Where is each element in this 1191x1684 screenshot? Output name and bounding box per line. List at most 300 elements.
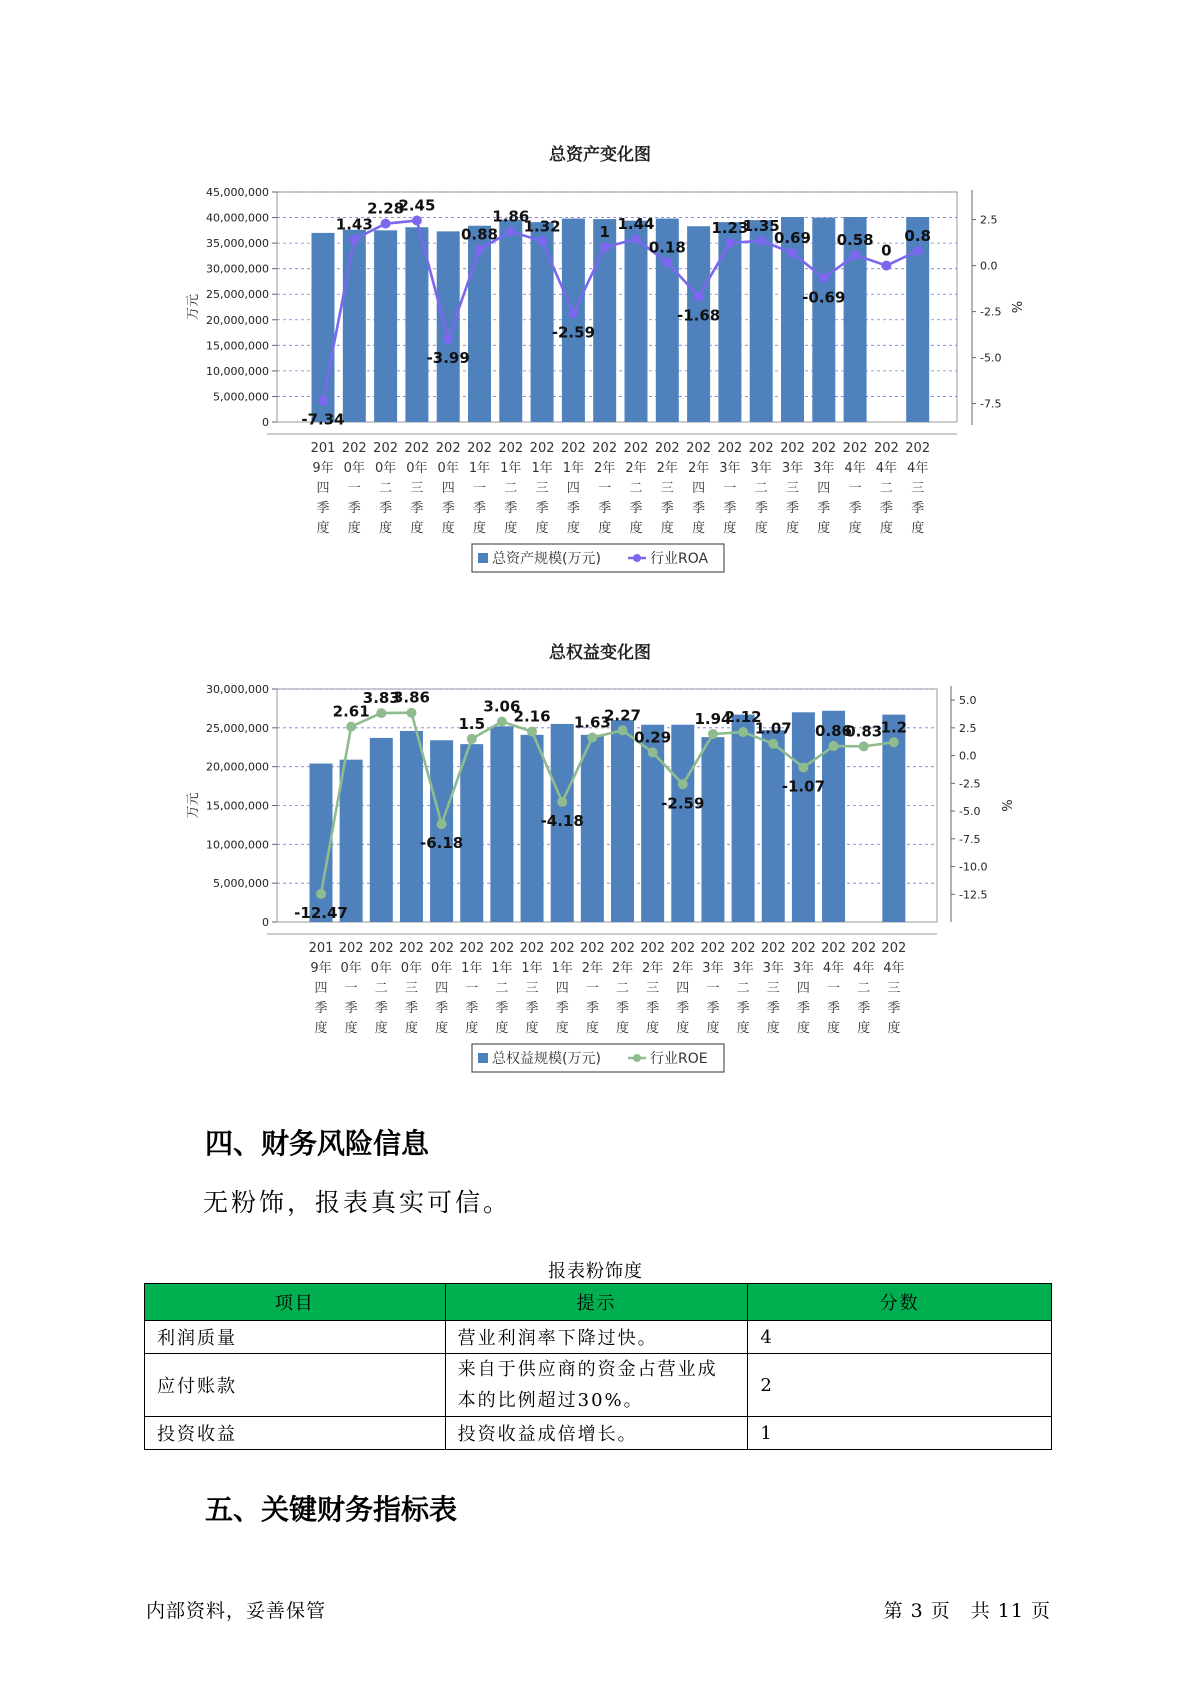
category-label: 度 — [314, 1021, 328, 1036]
line-point — [694, 292, 704, 302]
footer-confidential: 内部资料，妥善保管 — [146, 1600, 327, 1622]
line-point — [768, 739, 778, 749]
data-label: 0 — [881, 241, 892, 260]
category-label: 202 — [780, 441, 805, 456]
category-label: 1年 — [491, 961, 513, 976]
right-tick-label: 0.0 — [980, 259, 998, 273]
category-label: 二 — [615, 981, 630, 996]
category-label: 三 — [887, 981, 901, 996]
data-label: 2.45 — [398, 196, 436, 215]
data-label: 2.12 — [724, 708, 762, 727]
category-label: 二 — [504, 481, 518, 496]
line-point — [648, 747, 658, 757]
category-label: 202 — [429, 941, 455, 956]
left-tick-label: 20,000,000 — [206, 760, 269, 774]
left-tick-label: 10,000,000 — [206, 838, 269, 852]
category-label: 季 — [796, 1001, 810, 1016]
category-label: 一 — [585, 981, 599, 996]
category-label: 度 — [660, 521, 674, 536]
bar — [718, 222, 741, 422]
category-label: 二 — [495, 981, 509, 996]
category-label: 季 — [404, 1001, 418, 1016]
category-label: 202 — [368, 941, 394, 956]
category-label: 202 — [905, 441, 931, 456]
right-tick-label: 2.5 — [959, 721, 977, 735]
category-label: 度 — [555, 1021, 569, 1036]
category-label: 季 — [566, 501, 580, 516]
category-label: 一 — [827, 981, 841, 996]
legend-line-label: 行业ROA — [650, 551, 709, 567]
category-label: 四 — [555, 981, 569, 996]
data-label: -7.34 — [301, 410, 345, 429]
left-tick-label: 35,000,000 — [206, 237, 269, 251]
category-label: 度 — [706, 1021, 720, 1036]
data-label: 3.06 — [483, 697, 521, 716]
category-label: 季 — [879, 501, 893, 516]
left-tick-label: 30,000,000 — [206, 262, 269, 276]
category-label: 202 — [560, 441, 586, 456]
category-label: 0年 — [374, 461, 397, 476]
category-label: 四 — [692, 481, 706, 496]
line-point — [587, 732, 597, 742]
category-label: 季 — [615, 1001, 630, 1016]
line-point — [557, 797, 567, 807]
category-label: 2年 — [672, 961, 694, 976]
category-label: 季 — [535, 501, 549, 516]
bar — [374, 230, 397, 422]
line-point — [475, 244, 485, 254]
legend-bar-swatch — [478, 1053, 488, 1063]
line-point — [913, 246, 923, 256]
category-label: 度 — [410, 521, 424, 536]
right-tick-label: -10.0 — [959, 860, 988, 874]
category-label: 4年 — [907, 461, 929, 476]
category-label: 3年 — [702, 961, 724, 976]
category-label: 季 — [785, 501, 800, 516]
category-label: 202 — [640, 941, 666, 956]
bar — [531, 222, 554, 422]
row-item: 投资收益 — [145, 1417, 446, 1450]
left-tick-label: 5,000,000 — [213, 877, 269, 891]
category-label: 二 — [754, 481, 768, 496]
total-assets-chart-svg — [0, 140, 1191, 600]
footer-page-number: 第 3 页 共 11 页 — [883, 1600, 1051, 1622]
legend-line-marker — [633, 1054, 641, 1062]
category-label: 季 — [344, 1001, 358, 1016]
category-label: 季 — [598, 501, 612, 516]
category-label: 季 — [347, 501, 361, 516]
line-point — [819, 273, 829, 283]
category-label: 二 — [879, 481, 893, 496]
category-label: 度 — [848, 521, 862, 536]
category-label: 202 — [881, 941, 907, 956]
category-label: 度 — [817, 521, 831, 536]
line-point — [631, 234, 641, 244]
category-label: 201 — [308, 941, 334, 956]
category-label: 202 — [654, 441, 680, 456]
right-tick-label: -2.5 — [959, 777, 981, 791]
data-label: 1.32 — [523, 217, 561, 236]
line-point — [756, 236, 766, 246]
line-point — [406, 708, 416, 718]
category-label: 202 — [529, 441, 555, 456]
line-point — [859, 741, 869, 751]
category-label: 202 — [399, 941, 424, 956]
category-label: 202 — [670, 941, 696, 956]
category-label: 季 — [676, 1001, 690, 1016]
category-label: 202 — [579, 941, 605, 956]
data-label: -0.69 — [802, 288, 846, 307]
category-label: 季 — [817, 501, 831, 516]
left-tick-label: 15,000,000 — [206, 339, 269, 353]
row-item: 应付账款 — [145, 1354, 446, 1417]
category-label: 季 — [555, 1001, 569, 1016]
category-label: 1年 — [562, 461, 585, 476]
line-point — [467, 734, 477, 744]
category-label: 202 — [341, 441, 367, 456]
data-label: -12.47 — [294, 903, 348, 922]
category-label: 202 — [748, 441, 774, 456]
bar — [750, 220, 773, 422]
category-label: 1年 — [468, 461, 491, 476]
category-label: 季 — [754, 501, 768, 516]
line-point — [568, 308, 578, 318]
category-label: 季 — [827, 1001, 841, 1016]
category-label: 度 — [911, 521, 925, 536]
category-label: 202 — [851, 941, 877, 956]
data-label: 1.2 — [880, 718, 908, 737]
category-label: 度 — [495, 1021, 509, 1036]
category-label: 季 — [848, 501, 862, 516]
category-label: 季 — [736, 1001, 750, 1016]
category-label: 度 — [404, 1021, 418, 1036]
category-label: 0年 — [406, 461, 428, 476]
left-tick-label: 30,000,000 — [206, 683, 269, 696]
right-tick-label: -2.5 — [980, 305, 1002, 319]
category-label: 一 — [465, 981, 479, 996]
category-label: 四 — [316, 481, 330, 496]
data-label: 1.86 — [492, 207, 530, 226]
right-tick-label: 2.5 — [980, 213, 998, 227]
data-label: 0.83 — [845, 722, 883, 741]
category-label: 202 — [489, 941, 515, 956]
left-tick-label: 0 — [262, 916, 269, 929]
category-label: 季 — [435, 1001, 449, 1016]
data-label: 1 — [599, 223, 610, 242]
category-label: 四 — [817, 481, 831, 496]
data-label: -1.68 — [676, 306, 721, 325]
category-label: 2年 — [625, 461, 647, 476]
risk-section-title: 四、财务风险信息 — [205, 1127, 430, 1160]
category-label: 季 — [585, 1001, 599, 1016]
line-point — [318, 396, 328, 406]
line-point — [437, 819, 447, 829]
data-label: -6.18 — [419, 834, 464, 853]
data-label: 2.28 — [367, 199, 405, 218]
category-label: 202 — [686, 441, 712, 456]
data-label: 0.69 — [773, 228, 812, 247]
line-point — [829, 741, 839, 751]
category-label: 202 — [760, 941, 786, 956]
category-label: 202 — [338, 941, 364, 956]
category-label: 0年 — [340, 961, 362, 976]
category-label: 0年 — [343, 461, 365, 476]
row-hint: 营业利润率下降过快。 — [445, 1321, 748, 1354]
category-label: 202 — [498, 441, 524, 456]
data-label: 1.94 — [694, 710, 732, 729]
total-equity-chart — [0, 638, 1191, 1098]
category-label: 3年 — [813, 461, 835, 476]
category-label: 一 — [723, 481, 737, 496]
category-label: 3年 — [732, 961, 754, 976]
bar — [671, 725, 694, 922]
line-point — [443, 334, 453, 344]
left-tick-label: 5,000,000 — [213, 390, 269, 404]
left-tick-label: 10,000,000 — [206, 364, 269, 378]
header-item: 项目 — [145, 1284, 446, 1321]
category-label: 四 — [441, 481, 455, 496]
bar — [343, 230, 366, 422]
category-label: 202 — [610, 941, 635, 956]
category-label: 季 — [410, 501, 424, 516]
category-label: 201 — [310, 441, 336, 456]
category-label: 季 — [629, 501, 643, 516]
category-label: 2年 — [687, 461, 710, 476]
data-label: -2.59 — [661, 794, 705, 813]
category-label: 三 — [410, 481, 424, 496]
row-hint: 来自于供应商的资金占营业成本的比例超过30%。 — [445, 1354, 748, 1417]
bar — [437, 231, 460, 422]
category-label: 2年 — [642, 961, 664, 976]
table-row — [145, 1354, 1052, 1417]
category-label: 1年 — [500, 461, 522, 476]
category-label: 0年 — [370, 961, 392, 976]
line-point — [527, 727, 537, 737]
data-label: 0.18 — [648, 238, 686, 257]
right-tick-label: -7.5 — [980, 397, 1002, 411]
category-label: 一 — [706, 981, 720, 996]
category-label: 度 — [465, 1021, 479, 1036]
line-point — [798, 762, 808, 772]
data-label: 1.43 — [335, 215, 373, 234]
category-label: 季 — [465, 1001, 479, 1016]
category-label: 度 — [723, 521, 737, 536]
category-label: 四 — [566, 481, 580, 496]
line-point — [381, 219, 391, 229]
bar — [562, 219, 585, 422]
category-label: 0年 — [430, 961, 453, 976]
bar — [405, 227, 428, 422]
row-score: 1 — [748, 1417, 1052, 1450]
data-label: 1.07 — [754, 719, 792, 738]
category-label: 季 — [374, 1001, 388, 1016]
category-label: 2年 — [594, 461, 616, 476]
category-label: 202 — [549, 941, 575, 956]
category-label: 三 — [911, 481, 925, 496]
left-axis-label: 万元 — [186, 792, 201, 819]
table-row — [145, 1417, 1052, 1450]
category-label: 1年 — [461, 961, 483, 976]
category-label: 0年 — [400, 961, 423, 976]
category-label: 9年 — [312, 461, 334, 476]
category-label: 202 — [404, 441, 430, 456]
data-label: 1.35 — [742, 216, 780, 235]
category-label: 度 — [374, 1021, 388, 1036]
category-label: 度 — [827, 1021, 841, 1036]
category-label: 二 — [736, 981, 750, 996]
data-label: 0.8 — [904, 226, 931, 245]
category-label: 季 — [525, 1001, 539, 1016]
category-label: 季 — [692, 501, 706, 516]
right-tick-label: -7.5 — [959, 832, 981, 846]
bar — [430, 740, 453, 922]
category-label: 一 — [472, 481, 487, 496]
category-label: 三 — [766, 981, 780, 996]
category-label: 季 — [379, 501, 393, 516]
bar — [792, 712, 815, 922]
data-label: -3.99 — [426, 349, 470, 368]
legend-line-marker — [633, 554, 641, 562]
category-label: 度 — [566, 521, 580, 536]
header-hint: 提示 — [445, 1284, 748, 1321]
row-score: 4 — [748, 1321, 1052, 1354]
category-label: 2年 — [581, 961, 603, 976]
data-label: 0.88 — [460, 225, 499, 244]
legend-line-label: 行业ROE — [650, 1051, 708, 1067]
category-label: 度 — [879, 521, 893, 536]
category-label: 度 — [736, 1021, 750, 1036]
category-label: 度 — [887, 1021, 901, 1036]
category-label: 季 — [911, 501, 925, 516]
data-label: 2.16 — [513, 707, 551, 726]
right-axis-label: % — [998, 799, 1013, 812]
line-point — [316, 889, 326, 899]
category-label: 4年 — [853, 961, 875, 976]
line-point — [662, 257, 672, 267]
category-label: 二 — [374, 981, 388, 996]
bar — [701, 737, 724, 922]
category-label: 1年 — [551, 961, 573, 976]
left-tick-label: 15,000,000 — [206, 799, 269, 813]
line-point — [788, 248, 798, 258]
line-point — [497, 717, 507, 727]
table-row — [145, 1321, 1052, 1354]
bar — [625, 221, 648, 422]
category-label: 四 — [314, 981, 328, 996]
category-label: 三 — [525, 981, 539, 996]
category-label: 202 — [623, 441, 649, 456]
category-label: 202 — [519, 941, 545, 956]
category-label: 0年 — [437, 461, 459, 476]
category-label: 202 — [730, 941, 756, 956]
left-tick-label: 25,000,000 — [206, 288, 269, 302]
category-label: 四 — [796, 981, 810, 996]
category-label: 季 — [660, 501, 674, 516]
bar — [400, 731, 423, 922]
bar — [581, 735, 604, 922]
category-label: 度 — [472, 521, 487, 536]
right-tick-label: -12.5 — [959, 888, 988, 902]
right-tick-label: 0.0 — [959, 749, 977, 763]
left-tick-label: 25,000,000 — [206, 721, 269, 735]
bar — [340, 760, 363, 922]
data-label: 1.63 — [573, 713, 611, 732]
data-label: 1.23 — [711, 218, 749, 237]
category-label: 度 — [347, 521, 361, 536]
category-label: 度 — [615, 1021, 630, 1036]
category-label: 季 — [441, 501, 455, 516]
line-point — [618, 725, 628, 735]
category-label: 二 — [857, 981, 871, 996]
chart-title: 总资产变化图 — [549, 145, 651, 165]
category-label: 3年 — [792, 961, 815, 976]
line-point — [678, 779, 688, 789]
category-label: 度 — [435, 1021, 449, 1036]
row-hint: 投资收益成倍增长。 — [445, 1417, 748, 1450]
category-label: 度 — [796, 1021, 810, 1036]
category-label: 度 — [441, 521, 455, 536]
bar — [611, 720, 634, 922]
category-label: 202 — [873, 441, 899, 456]
right-tick-label: 5.0 — [959, 694, 977, 708]
data-label: -2.59 — [551, 323, 596, 342]
category-label: 202 — [373, 441, 399, 456]
category-label: 季 — [472, 501, 487, 516]
category-label: 度 — [692, 521, 706, 536]
legend-bar-label: 总权益规模(万元) — [492, 1051, 601, 1067]
total-assets-chart — [0, 140, 1191, 600]
data-label: 1.44 — [617, 215, 655, 234]
line-point — [412, 216, 422, 226]
category-label: 3年 — [719, 461, 741, 476]
category-label: 季 — [495, 1001, 509, 1016]
category-label: 202 — [592, 441, 618, 456]
risk-table — [144, 1283, 1052, 1450]
row-score: 2 — [748, 1354, 1052, 1417]
line-point — [600, 242, 610, 252]
line-point — [881, 261, 891, 271]
table-header-row — [145, 1284, 1052, 1321]
category-label: 度 — [785, 521, 800, 536]
data-label: -1.07 — [781, 777, 826, 796]
category-label: 季 — [723, 501, 737, 516]
bar — [370, 738, 393, 922]
data-label: 0.29 — [634, 728, 672, 747]
line-point — [537, 236, 547, 246]
category-label: 3年 — [750, 461, 772, 476]
bar — [762, 730, 785, 922]
bar — [812, 218, 835, 422]
right-tick-label: -5.0 — [959, 805, 981, 819]
category-label: 2年 — [656, 461, 678, 476]
category-label: 一 — [848, 481, 862, 496]
data-label: 0.86 — [815, 722, 853, 741]
category-label: 202 — [790, 941, 816, 956]
table-caption: 报表粉饰度 — [548, 1261, 643, 1282]
category-label: 二 — [629, 481, 643, 496]
category-label: 度 — [525, 1021, 539, 1036]
category-label: 4年 — [822, 961, 845, 976]
line-point — [738, 727, 748, 737]
right-tick-label: -5.0 — [980, 351, 1002, 365]
category-label: 4年 — [875, 461, 898, 476]
bar — [468, 226, 491, 422]
category-label: 三 — [535, 481, 549, 496]
category-label: 度 — [676, 1021, 690, 1036]
category-label: 202 — [842, 441, 868, 456]
left-tick-label: 45,000,000 — [206, 186, 269, 199]
category-label: 一 — [347, 481, 361, 496]
